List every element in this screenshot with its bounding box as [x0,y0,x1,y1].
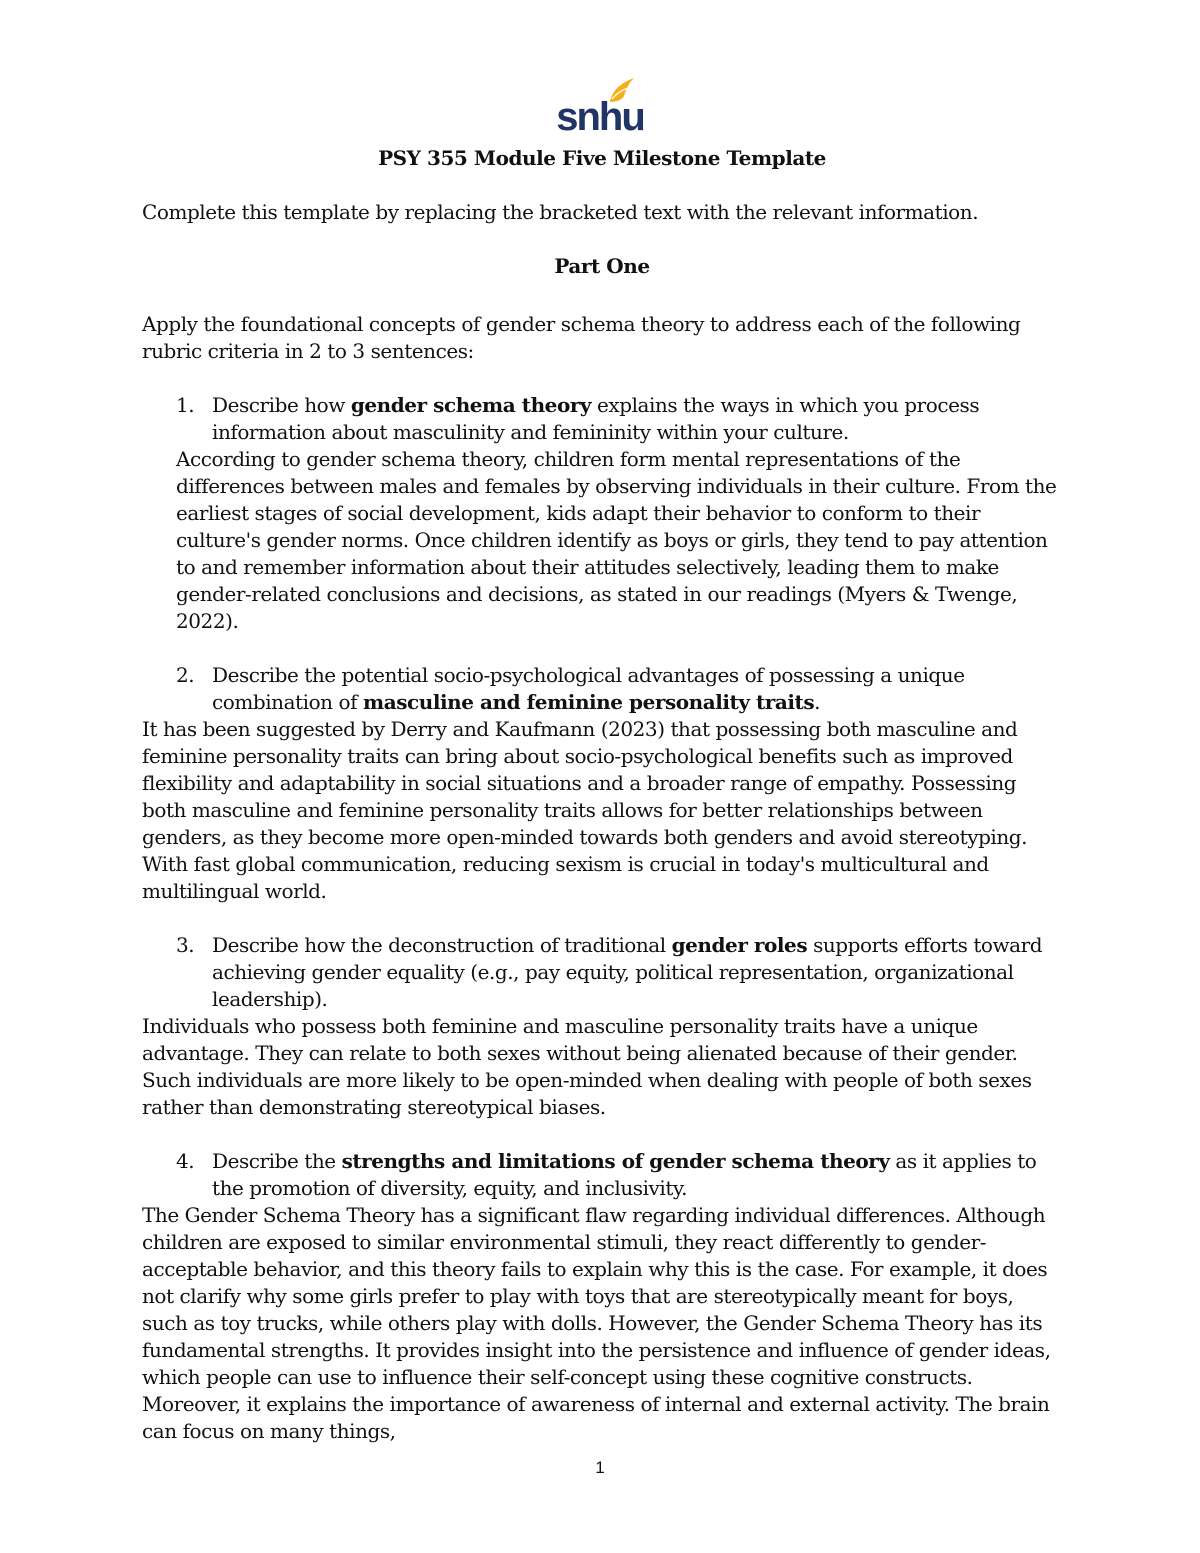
question-2 [142,662,1062,716]
answer-2: It has been suggested by Derry and Kaufmann (2023) that possessing both masculine and feminine personality traits can bring about socio-psychological benefits such as improved flexibility and adaptability in social situations and a broader range of empathy. Possessing both masculine and feminine personality traits allows for better relationships between genders, as they become more open-minded towards both genders and avoid stereotyping. With fast global communication, reducing sexism is crucial in today's multicultural and multilingual world. [142,717,1028,903]
question-3 [142,932,1062,1013]
question-text-pre: Describe the [212,1149,342,1173]
question-text-bold: gender schema theory [350,393,592,417]
question-text-pre: Describe how the deconstruction of traditional [212,933,672,957]
answer-4: The Gender Schema Theory has a significant flaw regarding individual differences. Although children are exposed to similar environmental stimuli, they react differently to gender-acceptable behavior, and this theory fails to explain why this is the case. For example, it does not clarify why some girls prefer to play with toys that are stereotypically meant for boys, such as toy trucks, while others play with dolls. However, the Gender Schema Theory has its fundamental strengths. It provides insight into the persistence and influence of gender ideas, which people can use to influence their self-concept using these cognitive constructs. Moreover, it explains the importance of awareness of internal and external activity. The brain can focus on many things, [142,1203,1051,1443]
question-text-bold: strengths and limitations of gender schema theory [341,1149,890,1173]
question-text-pre: Describe how [212,393,351,417]
question-text-bold: masculine and feminine personality traits [362,690,815,714]
page-title: PSY 355 Module Five Milestone Template [378,146,826,170]
question-number: 3. [176,933,195,957]
snhu-logo [552,72,648,136]
logo-wordmark: snhu [556,95,644,136]
part-heading: Part One [554,254,650,278]
question-text-post: explains the ways in which you process information about masculinity and femininity within your culture. [212,393,980,444]
question-text-post: supports efforts toward achieving gender equality (e.g., pay equity, political representation, organizational leadership). [212,933,1043,1011]
question-number: 2. [176,663,195,687]
question-text-bold: gender roles [671,933,808,957]
question-number: 1. [176,393,195,417]
question-text-post: . [814,690,821,714]
snhu-logo-graphic [552,72,648,136]
question-text-post: as it applies to the promotion of diversity, equity, and inclusivity. [212,1149,1037,1200]
lead-instructions: Apply the foundational concepts of gender schema theory to address each of the following rubric criteria in 2 to 3 sentences: [142,312,1021,363]
answer-1: According to gender schema theory, children form mental representations of the differences between males and females by observing individuals in their culture. From the earliest stages of social development, kids adapt their behavior to conform to their culture's gender norms. Once children identify as boys or girls, they tend to pay attention to and remember information about their attitudes selectively, leading them to make gender-related conclusions and decisions, as stated in our readings (Myers & Twenge, 2022). [176,447,1057,633]
question-text-pre: Describe the potential socio-psychological advantages of possessing a unique combination of [212,663,965,714]
document-body [142,140,1062,1445]
answer-3: Individuals who possess both feminine and masculine personality traits have a unique advantage. They can relate to both sexes without being alienated because of their gender. Such individuals are more likely to be open-minded when dealing with people of both sexes rather than demonstrating stereotypical biases. [142,1014,1032,1119]
intro-instructions: Complete this template by replacing the bracketed text with the relevant information. [142,200,979,224]
question-number: 4. [176,1149,195,1173]
page-number: 1 [595,1458,605,1477]
question-4 [142,1148,1062,1202]
question-1 [142,392,1062,446]
